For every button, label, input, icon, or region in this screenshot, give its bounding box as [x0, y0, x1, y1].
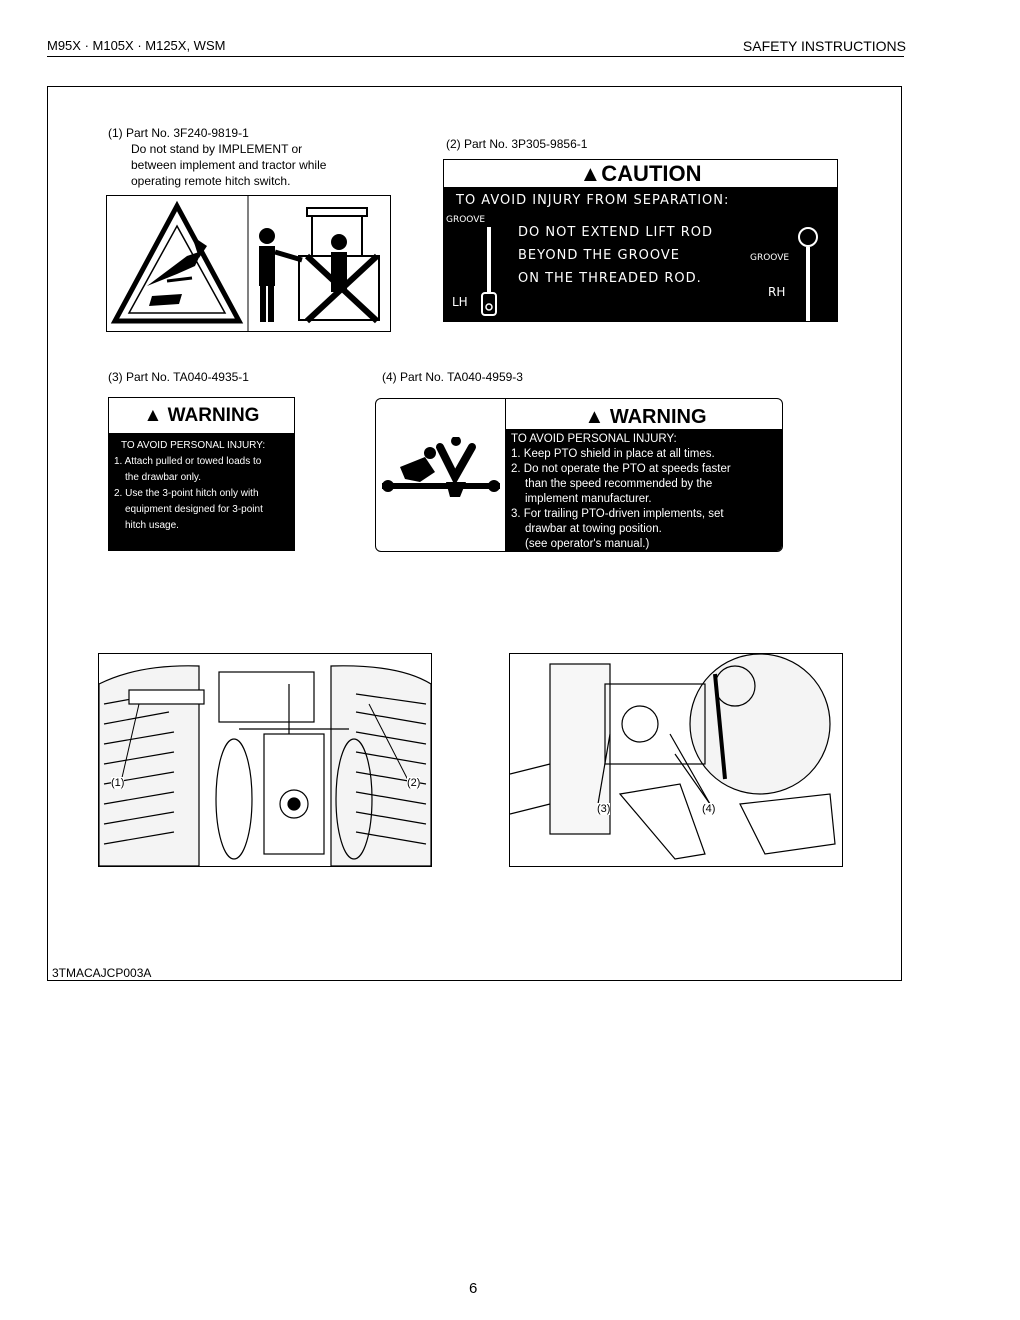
page-number: 6	[469, 1280, 478, 1297]
label3-subtitle: TO AVOID PERSONAL INJURY:	[121, 440, 266, 451]
label2-subtitle: TO AVOID INJURY FROM SEPARATION:	[456, 193, 730, 208]
label1-text-2: between implement and tractor while	[131, 158, 327, 172]
label3-header	[109, 398, 294, 433]
label1-part: (1) Part No. 3F240-9819-1	[108, 126, 249, 140]
label4-line-3: than the speed recommended by the	[525, 478, 713, 490]
label1-decal	[106, 195, 391, 332]
callout-4: (4)	[702, 803, 716, 815]
label4-decal	[375, 398, 783, 552]
label2-title: CAUTION	[601, 161, 702, 186]
hitch-photo	[509, 653, 843, 867]
header-section: SAFETY INSTRUCTIONS	[742, 38, 906, 54]
label4-line-1: 1. Keep PTO shield in place at all times.	[511, 448, 715, 460]
label2-header	[444, 160, 837, 187]
label2-text-2: BEYOND THE GROOVE	[518, 248, 680, 263]
label2-lh: LH	[452, 295, 468, 309]
callout-2: (2)	[407, 777, 421, 789]
label4-line-5: 3. For trailing PTO-driven implements, set	[511, 508, 724, 520]
label2-part: (2) Part No. 3P305-9856-1	[446, 137, 588, 151]
warning-triangle-icon: ▲	[143, 405, 163, 426]
label4-subtitle: TO AVOID PERSONAL INJURY:	[511, 433, 677, 445]
lift-rod-left-icon	[474, 223, 504, 319]
tractor-rear-photo	[98, 653, 432, 867]
label2-text-3: ON THE THREADED ROD.	[518, 271, 702, 286]
label3-body	[109, 433, 294, 550]
label3-item-1b: the drawbar only.	[125, 472, 201, 483]
warning-triangle-icon: ▲	[584, 406, 605, 428]
label3-item-2b: equipment designed for 3-point	[125, 504, 263, 515]
figure-code: 3TMACAJCP003A	[52, 966, 152, 980]
label2-body	[444, 187, 837, 321]
crush-hazard-icon	[107, 196, 390, 331]
label4-line-6: drawbar at towing position.	[525, 523, 662, 535]
lift-rod-right-icon	[790, 217, 826, 321]
label2-rh: RH	[768, 285, 786, 299]
label4-line-4: implement manufacturer.	[525, 493, 652, 505]
label3-part: (3) Part No. TA040-4935-1	[108, 370, 249, 384]
hitch-illustration	[510, 654, 842, 866]
label3-item-2a: 2. Use the 3-point hitch only with	[114, 488, 259, 499]
label3-title: WARNING	[167, 405, 260, 426]
label2-text-1: DO NOT EXTEND LIFT ROD	[518, 225, 713, 240]
label3-item-2c: hitch usage.	[125, 520, 179, 531]
callout-3: (3)	[597, 803, 611, 815]
caution-triangle-icon: ▲	[579, 161, 602, 186]
pto-entanglement-icon	[380, 437, 502, 519]
label4-line-7: (see operator's manual.)	[525, 538, 650, 550]
callout-1: (1)	[111, 777, 125, 789]
label1-text-1: Do not stand by IMPLEMENT or	[131, 142, 303, 156]
tractor-rear-illustration	[99, 654, 431, 866]
label2-groove-left: GROOVE	[446, 215, 486, 225]
header-model: M95X · M105X · M125X, WSM	[47, 38, 226, 53]
label2-decal	[443, 159, 838, 322]
label1-text-3: operating remote hitch switch.	[131, 174, 291, 188]
label4-part: (4) Part No. TA040-4959-3	[382, 370, 523, 384]
label2-groove-right: GROOVE	[750, 253, 790, 263]
header-divider	[47, 56, 904, 57]
label4-title: WARNING	[609, 406, 707, 428]
label4-body	[505, 429, 783, 552]
label3-item-1a: 1. Attach pulled or towed loads to	[114, 456, 262, 467]
label3-decal	[108, 397, 295, 551]
label4-line-2: 2. Do not operate the PTO at speeds faster	[511, 463, 731, 475]
